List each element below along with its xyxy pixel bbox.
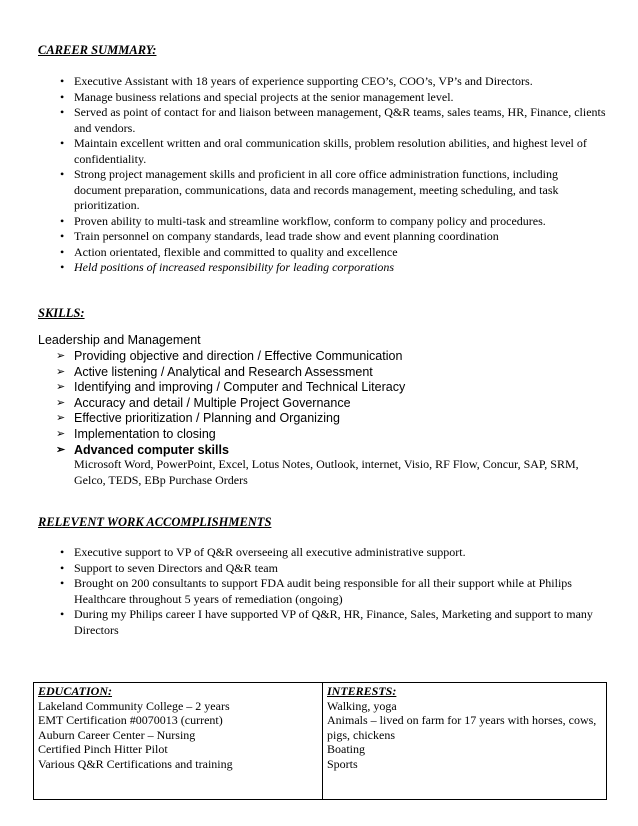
arrow-icon: ➢ <box>56 396 66 409</box>
bullet-icon: • <box>60 260 65 274</box>
list-item: ➢ Effective prioritization / Planning and Organizing <box>56 411 340 426</box>
bullet-icon: • <box>60 560 65 575</box>
interests-heading: INTERESTS: <box>327 684 397 698</box>
list-item: • Maintain excellent written and oral communication skills, problem resolution abilities, and highest level of confidentiality. <box>60 136 587 166</box>
list-item: • Executive support to VP of Q&R overseeing all executive administrative support. <box>60 545 466 559</box>
bullet-icon: • <box>60 136 65 150</box>
education-interests-table <box>33 682 607 800</box>
arrow-icon: ➢ <box>56 412 66 425</box>
arrow-icon: ➢ <box>56 443 66 456</box>
list-item: • Brought on 200 consultants to support FDA audit being responsible for all their support while at Philips Healthcare throughout 5 years of remediation (ongoing) <box>60 576 572 606</box>
list-item: • Action orientated, flexible and committed to quality and excellence <box>60 244 398 259</box>
arrow-icon: ➢ <box>56 350 66 362</box>
interests-line: Walking, yoga <box>327 698 397 713</box>
bullet-icon: • <box>60 244 65 259</box>
list-item: • Served as point of contact for and liaison between management, Q&R teams, sales teams, HR, Finance, clients and vendors. <box>60 105 606 135</box>
list-item: ➢ Identifying and improving / Computer and Technical Literacy <box>56 380 406 395</box>
education-line: Lakeland Community College – 2 years <box>38 698 230 713</box>
list-item: ➢ Accuracy and detail / Multiple Project Governance <box>56 395 351 410</box>
bullet-icon: • <box>60 74 65 88</box>
list-item: • Support to seven Directors and Q&R team <box>60 560 278 575</box>
list-item: ➢ Providing objective and direction / Effective Communication <box>56 349 403 363</box>
accomplishments-list <box>38 545 608 638</box>
list-item: ➢ Advanced computer skills <box>56 442 229 457</box>
bullet-icon: • <box>60 607 65 621</box>
list-item: • Strong project management skills and proficient in all core office administration functions, including document preparation, communications, data and records management, meeting scheduling, and task prioritization. <box>60 167 559 212</box>
bullet-icon: • <box>60 105 65 119</box>
interests-line: Animals – lived on farm for 17 years with horses, cows, pigs, chickens <box>327 713 597 742</box>
education-line: EMT Certification #0070013 (current) <box>38 713 223 728</box>
list-item: • Held positions of increased responsibility for leading corporations <box>60 260 395 274</box>
bullet-icon: • <box>60 89 65 104</box>
bullet-icon: • <box>60 229 65 243</box>
accomplishments-heading: RELEVENT WORK ACCOMPLISHMENTS <box>38 515 272 529</box>
list-item: • During my Philips career I have supported VP of Q&R, HR, Finance, Sales, Marketing and support to many Directors <box>60 607 593 637</box>
table-row <box>34 683 607 800</box>
arrow-icon: ➢ <box>56 365 66 378</box>
career-summary-list <box>38 74 608 276</box>
arrow-icon: ➢ <box>56 427 66 440</box>
education-heading: EDUCATION: <box>38 684 113 698</box>
interests-cell <box>323 683 607 800</box>
bullet-icon: • <box>60 545 65 559</box>
arrow-icon: ➢ <box>56 381 66 394</box>
list-item: ➢ Implementation to closing <box>56 426 216 441</box>
education-cell <box>34 683 323 800</box>
bullet-icon: • <box>60 576 65 590</box>
list-item: ➢ Active listening / Analytical and Research Assessment <box>56 364 373 379</box>
list-item: • Proven ability to multi-task and streamline workflow, conform to company policy and procedures. <box>60 213 546 228</box>
interests-line: Sports <box>327 756 358 771</box>
bullet-icon: • <box>60 167 65 181</box>
list-item: • Train personnel on company standards, lead trade show and event planning coordination <box>60 229 499 243</box>
education-line: Certified Pinch Hitter Pilot <box>38 742 168 757</box>
computer-skills-tools: Microsoft Word, PowerPoint, Excel, Lotus Notes, Outlook, internet, Visio, RF Flow, Concur, SAP, SRM, Gelco, TEDS, EBp Purchase Orders <box>74 457 579 487</box>
skills-list <box>38 349 608 458</box>
skills-heading: SKILLS: <box>38 306 85 320</box>
list-item: • Executive Assistant with 18 years of experience supporting CEO’s, COO’s, VP’s and Directors. <box>60 74 533 88</box>
bullet-icon: • <box>60 213 65 228</box>
career-summary-heading: CAREER SUMMARY: <box>38 43 157 57</box>
education-line: Various Q&R Certifications and training <box>38 756 233 771</box>
education-line: Auburn Career Center – Nursing <box>38 727 196 742</box>
interests-line: Boating <box>327 742 365 757</box>
list-item: • Manage business relations and special projects at the senior management level. <box>60 89 454 104</box>
skills-subheading: Leadership and Management <box>38 333 201 347</box>
